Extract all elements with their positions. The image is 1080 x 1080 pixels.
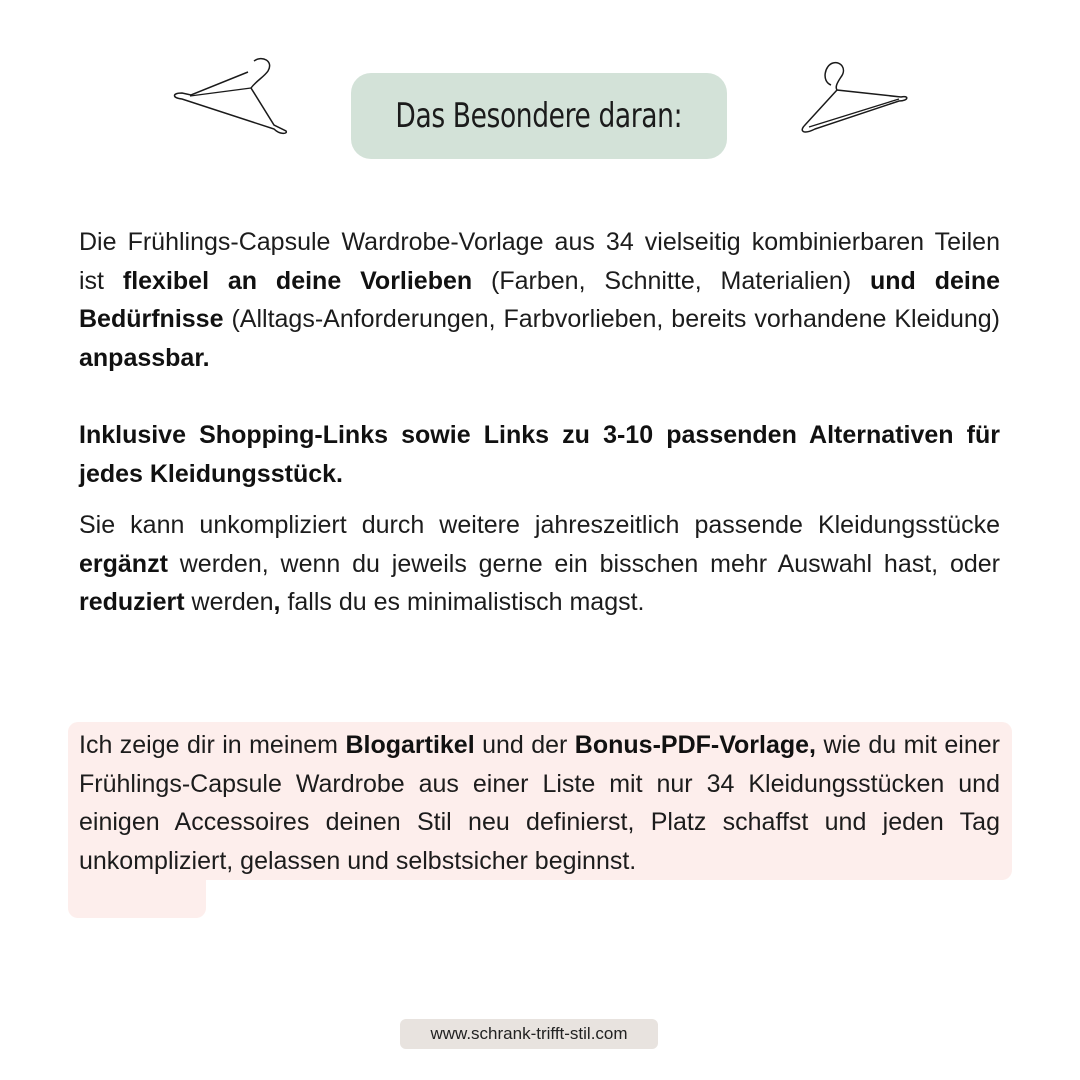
title-badge [351, 73, 727, 159]
bold-span: anpassbar. [79, 343, 210, 372]
hanger-icon [795, 55, 915, 137]
text-span: und der [474, 731, 575, 759]
blog-link-text: Blogartikel [345, 731, 475, 759]
text-span: (Farben, Schnitte, Materialien) [472, 266, 871, 295]
text-span: falls du es minimalistisch magst. [280, 588, 645, 616]
text-span: wie du mit einer Frühlings-Capsule Wardrobe aus einer Liste mit nur 34 Kleidungsstücken und einigen Accessoires deinen Stil neu definierst, Platz schaffst und jeden Tag unkompliziert, gelassen und selbstsicher beginnst. [79, 731, 1000, 875]
bold-span: reduziert [79, 588, 185, 616]
text-span: werden, wenn du jeweils gerne ein bisschen mehr Auswahl hast, oder [167, 549, 1000, 578]
bonus-pdf-text: Bonus-PDF-Vorlage, [574, 731, 817, 759]
flexibility-paragraph [79, 506, 1000, 622]
bold-span: , [273, 588, 281, 616]
blog-paragraph [79, 726, 1000, 880]
hanger-icon [170, 55, 290, 137]
bold-span: und deine Bedürfnisse [79, 266, 1000, 333]
website-url[interactable]: www.schrank-trifft-stil.com [400, 1019, 658, 1049]
text-span: Die Frühlings-Capsule Wardrobe-Vorlage aus 34 vielseitig kombinierbaren Teilen ist [79, 228, 1000, 295]
text-span: (Alltags-Anforderungen, Farbvorlieben, bereits vorhandene Kleidung) [223, 305, 1000, 333]
intro-paragraph [79, 223, 1000, 377]
text-span: Sie kann unkompliziert durch weitere jahreszeitlich passende Kleidungsstücke [79, 511, 1000, 539]
page-title: Das Besondere daran: [395, 96, 683, 136]
text-span: werden [184, 588, 274, 616]
text-span: Ich zeige dir in meinem [79, 731, 346, 759]
bold-span: ergänzt [79, 549, 168, 578]
bold-span: flexibel an deine Vorlieben [122, 266, 473, 295]
shopping-links-paragraph: Inklusive Shopping-Links sowie Links zu 3-10 passenden Alternativen für jedes Kleidungsstück. [79, 421, 1000, 488]
